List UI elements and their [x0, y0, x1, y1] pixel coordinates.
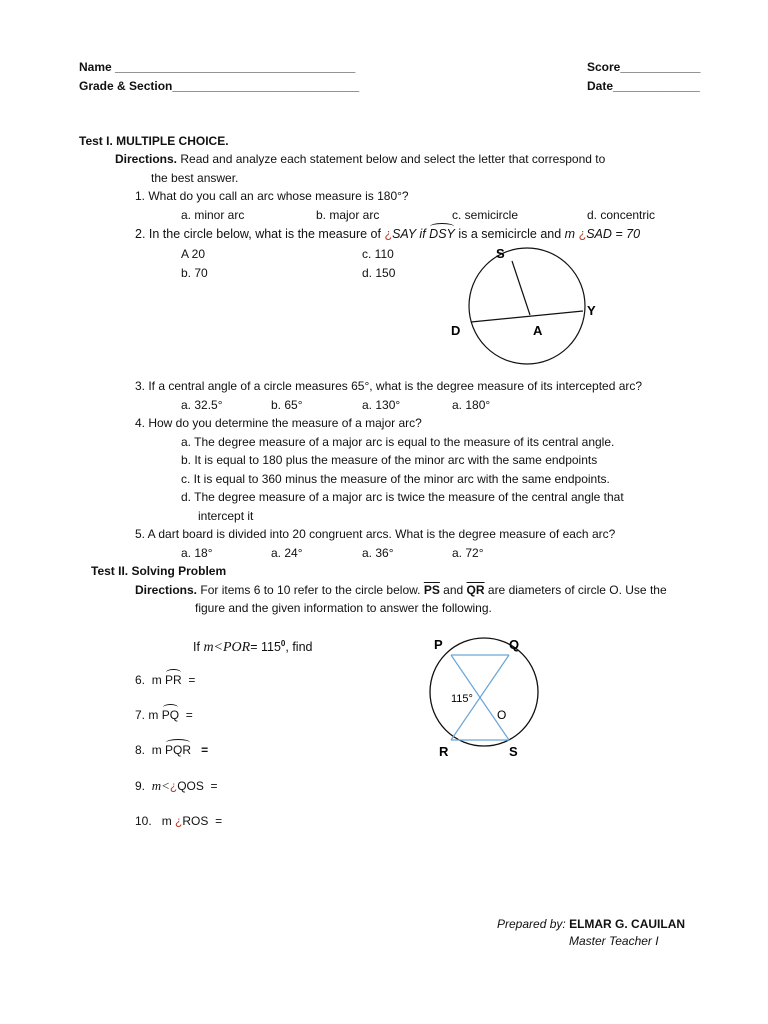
question-4: 4. How do you determine the measure of a major arc?: [135, 416, 422, 430]
name-field-label: Name ____________________________________: [79, 60, 356, 74]
item-7-m: m: [148, 708, 159, 722]
q2-choice-b: b. 70: [181, 266, 208, 280]
q2-text-start: 2. In the circle below, what is the measure of: [135, 227, 381, 241]
q3-choice-a: a. 32.5°: [181, 398, 223, 412]
label-d: D: [451, 323, 461, 338]
preparer-position: Master Teacher I: [569, 934, 659, 948]
angle-symbol: ¿: [175, 814, 183, 828]
test1-directions-text: Read and analyze each statement below and select the letter that correspond to: [180, 152, 606, 166]
arc-dsy: DSY: [429, 227, 455, 241]
test2-directions-post: are diameters of circle O. Use the: [487, 583, 667, 597]
given-eq: = 115: [250, 640, 281, 655]
item-8-m: m: [151, 743, 162, 757]
angle-symbol: ¿: [169, 779, 178, 793]
item-7-equals: =: [185, 708, 193, 722]
test2-and: and: [443, 583, 464, 597]
segment-qr: $\overline{QR}$: [466, 583, 485, 597]
item-7-number: 7.: [135, 708, 146, 722]
q5-choice-d: a. 72°: [452, 546, 484, 560]
test1-directions: [115, 152, 605, 166]
label-r: R: [439, 744, 449, 759]
label-p: P: [434, 637, 443, 652]
given-info: [193, 637, 312, 655]
arc-pr: PR: [165, 673, 182, 687]
given-find: , find: [285, 640, 313, 655]
q5-choice-c: a. 36°: [362, 546, 394, 560]
q2-circle-figure: [440, 238, 620, 378]
score-field-label: Score____________: [587, 60, 701, 74]
q1-choice-d: d. concentric: [587, 208, 656, 222]
date-field-label: Date_____________: [587, 79, 700, 93]
test2-circle-figure: [420, 628, 560, 768]
angle-115-label: 115°: [451, 693, 473, 705]
item-9-angle: QOS: [177, 779, 204, 793]
prepared-by: [497, 917, 685, 931]
q3-choice-d: a. 180°: [452, 398, 491, 412]
item-10-m: m: [161, 814, 172, 828]
label-a: A: [533, 323, 543, 338]
q3-choice-b: b. 65°: [271, 398, 303, 412]
item-7: [135, 708, 193, 722]
q2-choice-c: c. 110: [362, 247, 394, 261]
q2-say: SAY if: [392, 227, 426, 241]
item-9-equals: =: [210, 779, 218, 793]
label-y: Y: [587, 303, 596, 318]
prepared-by-label: Prepared by:: [497, 917, 566, 931]
label-o: O: [497, 708, 507, 722]
item-10-angle: ROS: [182, 814, 209, 828]
item-6-m: m: [151, 673, 162, 687]
label-q: Q: [509, 637, 520, 652]
item-10-number: 10.: [135, 814, 152, 828]
angle-symbol: ¿: [384, 227, 393, 241]
arc-pqr: PQR: [165, 743, 192, 757]
item-8-number: 8.: [135, 743, 146, 757]
item-6: [135, 673, 195, 687]
item-6-equals: =: [188, 673, 196, 687]
test1-title: Test I. MULTIPLE CHOICE.: [79, 134, 229, 148]
segment-ps: $\overline{PS}$: [423, 583, 440, 597]
test2-directions-label: Directions.: [135, 583, 198, 597]
q1-choice-c: c. semicircle: [452, 208, 519, 222]
q1-choice-b: b. major arc: [316, 208, 380, 222]
q3-choice-c: a. 130°: [362, 398, 401, 412]
item-6-number: 6.: [135, 673, 146, 687]
q4-choice-b: b. It is equal to 180 plus the measure of the minor arc with the same endpoints: [181, 453, 598, 467]
item-8-equals: =: [201, 743, 209, 757]
radius-as: [512, 261, 530, 315]
q2-choice-a: A 20: [181, 247, 206, 261]
q4-choice-d-cont: intercept it: [198, 509, 254, 523]
q4-choice-c: c. It is equal to 360 minus the measure of the minor arc with the same endpoints.: [181, 472, 610, 486]
q4-choice-a: a. The degree measure of a major arc is equal to the measure of its central angle.: [181, 435, 615, 449]
angle-symbol: ¿: [578, 227, 587, 241]
test2-directions: [135, 583, 667, 597]
given-degree: 0: [280, 639, 286, 648]
item-8: [135, 743, 208, 757]
item-9-m: m<: [151, 778, 170, 793]
q1-choice-a: a. minor arc: [181, 208, 245, 222]
item-10: [135, 814, 222, 828]
test2-directions-line2: figure and the given information to answer the following.: [195, 601, 492, 615]
q2-sad: SAD = 70: [586, 227, 641, 241]
item-9: [135, 779, 218, 793]
q5-choice-a: a. 18°: [181, 546, 213, 560]
given-if: If: [193, 640, 200, 655]
question-5: 5. A dart board is divided into 20 congruent arcs. What is the degree measure of each arc?: [135, 527, 616, 541]
question-1: 1. What do you call an arc whose measure is 180°?: [135, 189, 409, 203]
q5-choice-b: a. 24°: [271, 546, 303, 560]
test2-directions-pre: For items 6 to 10 refer to the circle below.: [200, 583, 421, 597]
diameter-dy: [471, 311, 583, 322]
label-s: S: [496, 246, 505, 261]
test1-directions-label: Directions.: [115, 152, 178, 166]
arc-pq: PQ: [161, 708, 180, 722]
given-angle-por: m<POR: [203, 640, 251, 656]
q2-m: m: [564, 227, 576, 241]
test2-title: Test II. Solving Problem: [91, 564, 227, 578]
preparer-name: ELMAR G. CAUILAN: [569, 917, 686, 931]
test1-directions-line2: the best answer.: [151, 171, 239, 185]
label-s: S: [509, 744, 518, 759]
item-9-number: 9.: [135, 779, 146, 793]
q2-text-mid: is a semicircle and: [458, 227, 562, 241]
grade-section-field-label: Grade & Section____________________________: [79, 79, 360, 93]
q2-choice-d: d. 150: [362, 266, 396, 280]
item-10-equals: =: [215, 814, 223, 828]
question-3: 3. If a central angle of a circle measures 65°, what is the degree measure of its intercepted arc?: [135, 379, 643, 393]
q4-choice-d: d. The degree measure of a major arc is twice the measure of the central angle that: [181, 490, 624, 504]
